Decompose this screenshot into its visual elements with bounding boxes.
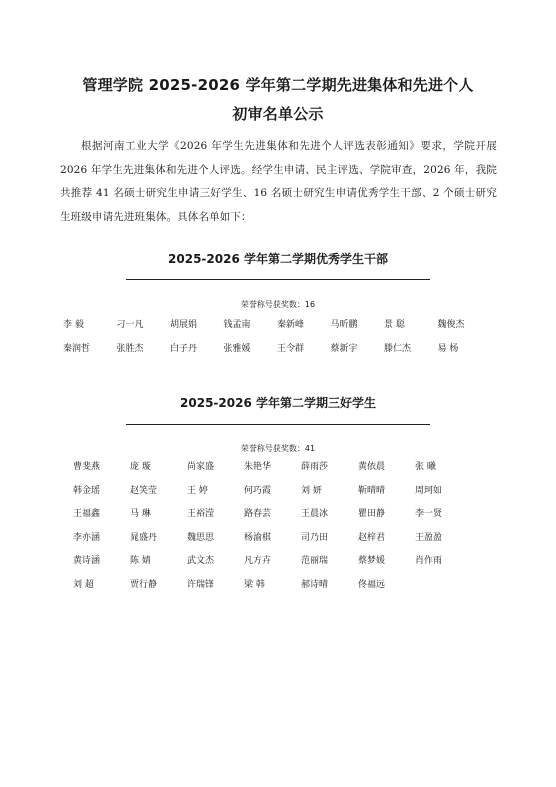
- student-name: 黄诗涵: [73, 556, 101, 566]
- student-name: 韩金瑶: [73, 485, 101, 496]
- student-name: 司乃田: [301, 532, 329, 543]
- student-name: 薛雨莎: [301, 462, 329, 472]
- student-name: 路春芸: [244, 509, 272, 519]
- student-name: 胡展娟: [170, 320, 198, 330]
- student-name: 易 杨: [437, 344, 459, 354]
- student-name: 蔡新宇: [330, 344, 358, 354]
- student-name: 贾行静: [130, 579, 158, 590]
- student-name: 秦润哲: [63, 344, 91, 354]
- section-title-outstanding-cadres: 2025-2026 学年第二学期优秀学生干部: [168, 252, 388, 266]
- student-name: 朱艳华: [244, 462, 272, 472]
- student-name: 王裕滢: [187, 509, 215, 519]
- student-name: 黄依晨: [358, 462, 386, 472]
- section-divider: [126, 279, 430, 280]
- student-name: 庞 璇: [130, 462, 151, 472]
- student-name: 范丽瑞: [301, 556, 329, 566]
- student-name: 瞿田静: [358, 509, 386, 519]
- student-name: 张 曦: [415, 462, 436, 472]
- student-name: 梁 韩: [244, 579, 265, 590]
- student-name: 王盈盈: [415, 532, 443, 543]
- student-name: 景 聪: [384, 320, 405, 330]
- student-name: 杨渝棋: [244, 532, 272, 543]
- student-name: 许瑞锋: [187, 579, 215, 590]
- student-name: 凡方卉: [244, 556, 272, 566]
- document-title: 管理学院 2025-2026 学年第二学期先进集体和先进个人: [82, 76, 474, 94]
- student-name: 晁盛丹: [130, 532, 158, 543]
- student-name: 尚家盛: [187, 462, 215, 472]
- student-name: 秦新峰: [277, 320, 305, 330]
- document-subtitle: 初审名单公示: [232, 105, 324, 123]
- student-name: 何巧霞: [244, 485, 272, 496]
- student-name: 滕仁杰: [384, 344, 412, 354]
- student-name: 佟福远: [358, 579, 386, 590]
- student-name: 陈 婧: [130, 556, 151, 566]
- student-name: 王福鑫: [73, 509, 101, 519]
- student-name: 张胜杰: [116, 344, 144, 354]
- student-name: 曹斐燕: [73, 462, 101, 472]
- name-list-merit-students: [73, 460, 472, 592]
- student-name: 王晨冰: [301, 509, 329, 519]
- name-list-outstanding-cadres: [63, 318, 491, 356]
- student-name: 魏思思: [187, 532, 215, 543]
- student-name: 武文杰: [187, 556, 215, 566]
- student-name: 肖作雨: [415, 556, 443, 566]
- student-name: 蔡梦媛: [358, 556, 386, 566]
- student-name: 马昕鹏: [330, 320, 358, 330]
- student-name: 刘 超: [73, 579, 94, 590]
- section-divider: [126, 424, 430, 425]
- student-name: 王 婷: [187, 485, 208, 496]
- student-name: 赵梓君: [358, 532, 386, 543]
- student-name: 魏俊杰: [437, 320, 465, 330]
- student-name: 王令群: [277, 344, 305, 354]
- student-name: 钱孟南: [223, 320, 251, 330]
- award-count-merit-students: 荣誉称号获奖数：41: [240, 444, 316, 453]
- award-count-outstanding-cadres: 荣誉称号获奖数：16: [240, 300, 316, 309]
- student-name: 刘 妍: [301, 485, 322, 496]
- student-name: 白子丹: [170, 344, 198, 354]
- student-name: 李亦涵: [73, 532, 101, 543]
- student-name: 周珂如: [415, 485, 443, 496]
- student-name: 赵笑莹: [130, 485, 158, 496]
- intro-paragraph: 根据河南工业大学《2026 年学生先进集体和先进个人评选表彰通知》要求，学院开展 2026 年学生先进集体和先进个人评选。经学生申请、民主评选、学院审查，2026 年，我院共推荐 41 名硕士研究生申请三好学生、16 名硕士研究生申请优秀学生干部、2 个硕士研究生班级申请先进班集体。具体名单如下：: [60, 140, 497, 223]
- section-title-merit-students: 2025-2026 学年第二学期三好学生: [180, 396, 376, 410]
- student-name: 郝诗晴: [301, 579, 329, 590]
- student-name: 张雅媛: [223, 344, 251, 354]
- student-name: 李一贤: [415, 509, 443, 519]
- student-name: 靳晴晴: [358, 485, 386, 496]
- student-name: 马 琳: [130, 509, 151, 519]
- student-name: 刁一凡: [116, 320, 144, 330]
- student-name: 李 毅: [63, 320, 84, 330]
